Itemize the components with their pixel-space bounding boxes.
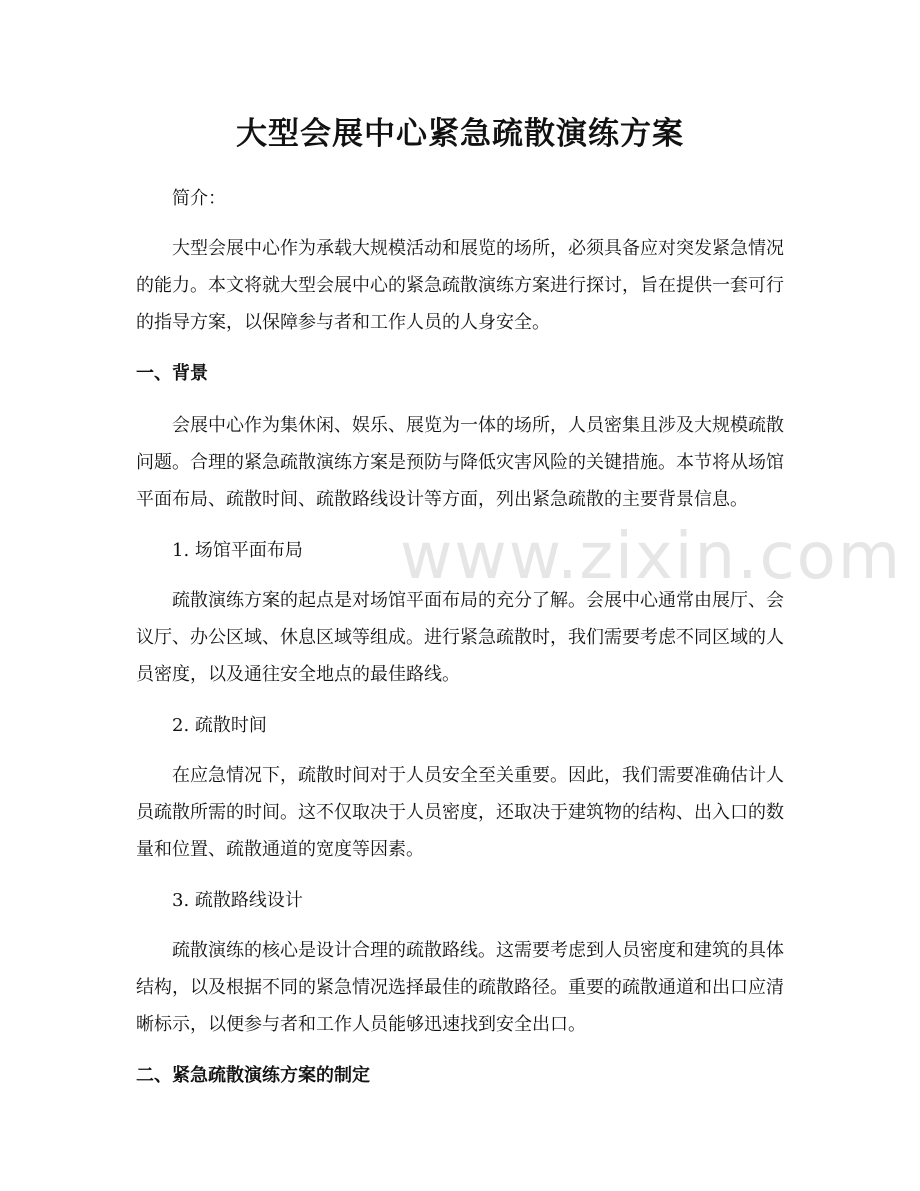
subheading-evacuation-time: 2. 疏散时间 [172,715,267,736]
document-title: 大型会展中心紧急疏散演练方案 [236,116,684,152]
intro-label: 简介： [172,188,226,209]
evacuation-route-paragraph: 疏散演练的核心是设计合理的疏散路线。这需要考虑到人员密度和建筑的具体结构，以及根据不同的紧急情况选择最佳的疏散路径。重要的疏散通道和出口应清晰标示，以便参与者和工作人员能够迅速找到安全出口。 [136,940,784,1035]
watermark: www.zixin.com [400,520,903,594]
section-heading-background: 一、背景 [136,363,208,384]
intro-paragraph: 大型会展中心作为承载大规模活动和展览的场所，必须具备应对突发紧急情况的能力。本文将就大型会展中心的紧急疏散演练方案进行探讨，旨在提供一套可行的指导方案，以保障参与者和工作人员的人身安全。 [136,238,784,333]
subheading-venue-layout: 1. 场馆平面布局 [172,540,303,561]
section-heading-plan: 二、紧急疏散演练方案的制定 [136,1065,370,1086]
evacuation-time-paragraph: 在应急情况下，疏散时间对于人员安全至关重要。因此，我们需要准确估计人员疏散所需的时间。这不仅取决于人员密度，还取决于建筑物的结构、出入口的数量和位置、疏散通道的宽度等因素。 [136,765,784,860]
venue-layout-paragraph: 疏散演练方案的起点是对场馆平面布局的充分了解。会展中心通常由展厅、会议厅、办公区域、休息区域等组成。进行紧急疏散时，我们需要考虑不同区域的人员密度，以及通往安全地点的最佳路线。 [136,590,784,685]
document-body [136,180,784,1109]
background-paragraph: 会展中心作为集休闲、娱乐、展览为一体的场所，人员密集且涉及大规模疏散问题。合理的紧急疏散演练方案是预防与降低灾害风险的关键措施。本节将从场馆平面布局、疏散时间、疏散路线设计等方面，列出紧急疏散的主要背景信息。 [136,415,784,510]
subheading-evacuation-route: 3. 疏散路线设计 [172,890,303,911]
